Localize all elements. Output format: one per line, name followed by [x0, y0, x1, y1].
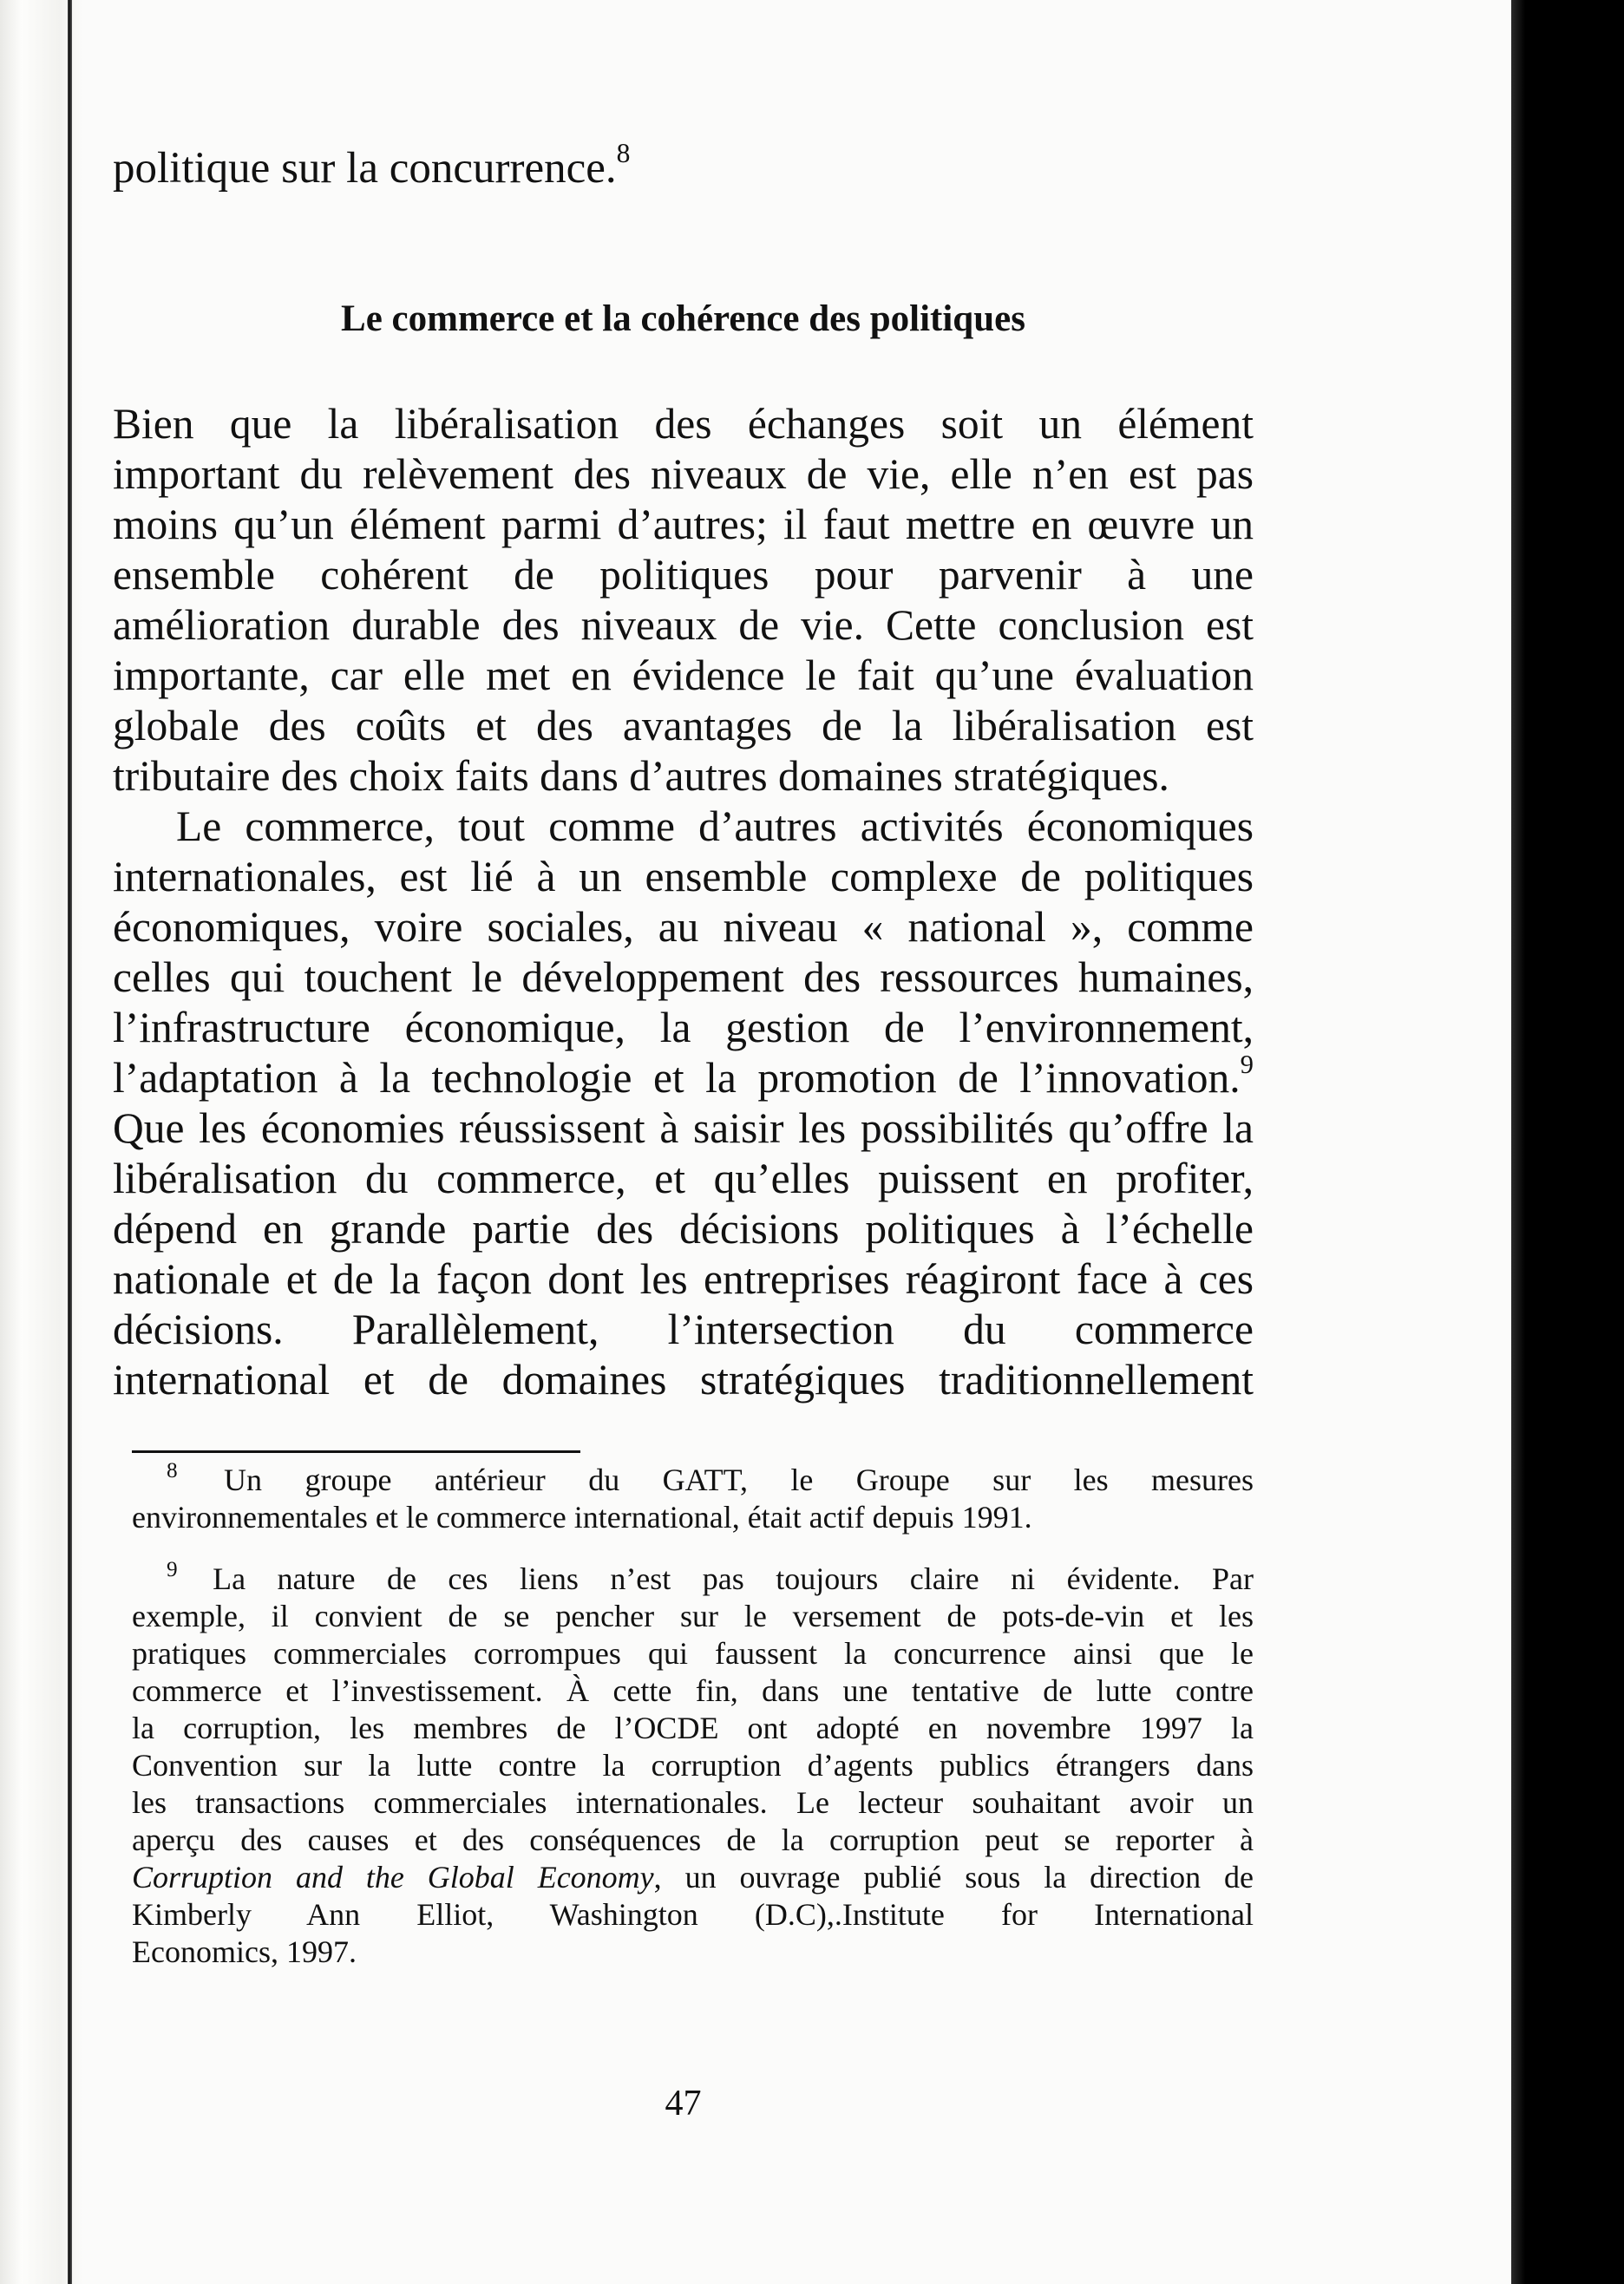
text-line: l’infrastructure économique, la gestion de l’environnement, — [113, 1004, 1254, 1051]
footnote-ref-9[interactable]: 9 — [1240, 1049, 1254, 1079]
footnote-line: environnementales et le commerce international, était actif depuis 1991. — [132, 1500, 1032, 1535]
text-line: moins qu’un élément parmi d’autres; il faut mettre en œuvre un — [113, 501, 1254, 548]
footnote-line — [132, 1458, 1254, 1499]
text-line: celles qui touchent le développement des ressources humaines, — [113, 953, 1254, 1001]
text-line: décisions. Parallèlement, l’intersection du commerce — [113, 1306, 1254, 1353]
text-line: nationale et de la façon dont les entreprises réagiront face à ces — [113, 1255, 1254, 1303]
footnote-line — [132, 1557, 1254, 1598]
text-line: libéralisation du commerce, et qu’elles puissent en profiter, — [113, 1155, 1254, 1202]
text-line: important du relèvement des niveaux de vie, elle n’en est pas — [113, 450, 1254, 498]
footnote-number: 8 — [167, 1458, 178, 1482]
footnotes — [132, 1458, 1254, 1971]
footnote-number: 9 — [167, 1557, 178, 1581]
footnote-line — [132, 1859, 1254, 1896]
text-line: Le commerce, tout comme d’autres activités économiques — [176, 802, 1254, 850]
binding-shadow-line — [68, 0, 72, 2284]
paragraph-1 — [113, 399, 1254, 802]
footnote-line: Economics, 1997. — [132, 1934, 357, 1969]
text-line: économiques, voire sociales, au niveau « national », comme — [113, 903, 1254, 951]
scan-dark-margin — [1511, 0, 1624, 2284]
footnote-8 — [132, 1458, 1254, 1536]
text-line: Bien que la libéralisation des échanges soit un élément — [113, 400, 1254, 448]
paragraph-2 — [113, 802, 1254, 1405]
footnote-9 — [132, 1557, 1254, 1971]
footnote-line: commerce et l’investissement. À cette fin, dans une tentative de lutte contre — [132, 1673, 1254, 1708]
footnote-separator — [132, 1450, 580, 1453]
text-line: ensemble cohérent de politiques pour parvenir à une — [113, 551, 1254, 599]
text-line: international et de domaines stratégiques traditionnellement — [113, 1356, 1254, 1404]
text-line: tributaire des choix faits dans d’autres domaines stratégiques. — [113, 752, 1169, 800]
footnote-line: exemple, il convient de se pencher sur le versement de pots-de-vin et les — [132, 1599, 1254, 1633]
section-title: Le commerce et la cohérence des politiques — [341, 298, 1025, 339]
book-title: Corruption and the Global Economy — [132, 1860, 654, 1895]
footnote-line: les transactions commerciales internationales. Le lecteur souhaitant avoir un — [132, 1785, 1254, 1820]
footnote-text: Un groupe antérieur du GATT, le Groupe sur les mesures — [224, 1463, 1254, 1497]
footnote-line: Convention sur la lutte contre la corruption d’agents publics étrangers dans — [132, 1748, 1254, 1783]
text-line: internationales, est lié à un ensemble complexe de politiques — [113, 853, 1254, 900]
text-line: Que les économies réussissent à saisir les possibilités qu’offre la — [113, 1104, 1254, 1152]
text-line: importante, car elle met en évidence le fait qu’une évaluation — [113, 651, 1254, 699]
footnote-line: pratiques commerciales corrompues qui faussent la concurrence ainsi que le — [132, 1636, 1254, 1671]
body-text — [113, 399, 1254, 1405]
text-line-with-ref — [113, 1049, 1254, 1103]
footnote-text: , un ouvrage publié sous la direction de — [653, 1860, 1254, 1895]
page-number: 47 — [665, 2084, 702, 2124]
footnote-ref-8[interactable]: 8 — [616, 138, 631, 169]
text-line-content: l’adaptation à la technologie et la promotion de l’innovation. — [113, 1054, 1241, 1102]
continuation-text: politique sur la concurrence. — [113, 144, 617, 193]
footnote-line: Kimberly Ann Elliot, Washington (D.C),.Institute for International — [132, 1897, 1254, 1932]
text-line: dépend en grande partie des décisions politiques à l’échelle — [113, 1205, 1254, 1253]
continuation-line — [113, 138, 1254, 193]
text-line: amélioration durable des niveaux de vie. Cette conclusion est — [113, 601, 1254, 649]
footnote-line: aperçu des causes et des conséquences de la corruption peut se reporter à — [132, 1823, 1254, 1857]
footnote-line: la corruption, les membres de l’OCDE ont adopté en novembre 1997 la — [132, 1711, 1254, 1745]
text-line: globale des coûts et des avantages de la libéralisation est — [113, 702, 1254, 749]
footnote-text: La nature de ces liens n’est pas toujours claire ni évidente. Par — [213, 1561, 1254, 1596]
document-page — [113, 0, 1254, 2284]
